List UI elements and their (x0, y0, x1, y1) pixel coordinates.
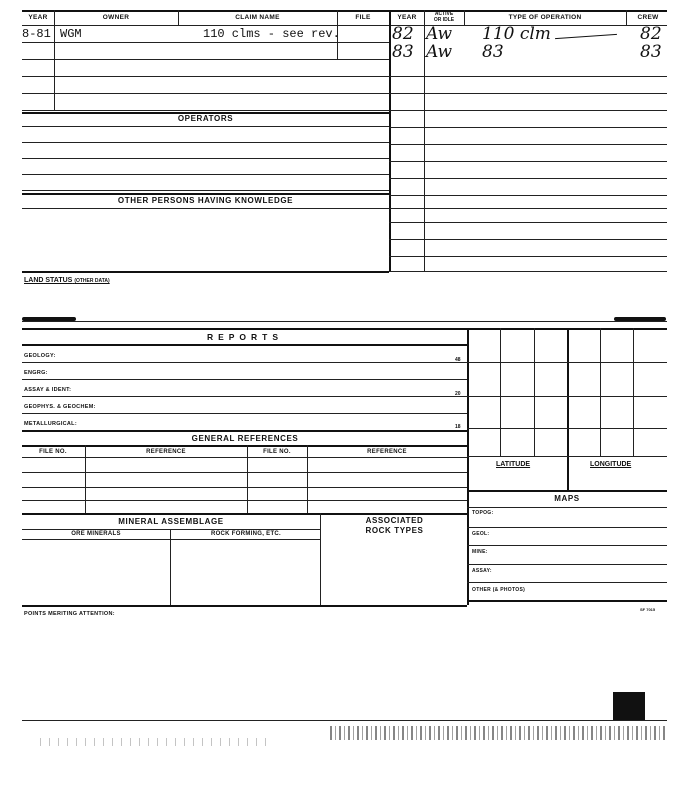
general-references-title: GENERAL REFERENCES (191, 434, 299, 443)
reports-title: REPORTS (206, 332, 284, 342)
op-row-2-year: 83 (392, 42, 414, 62)
claim-owner: WGM (60, 27, 82, 41)
associated-line2: ROCK TYPES (365, 526, 424, 535)
op-row-2-active: Aw (426, 42, 453, 62)
land-status-title: LAND STATUS (24, 277, 73, 284)
header-year-2: YEAR (397, 14, 417, 21)
maps-topog: TOPOG: (472, 510, 494, 516)
ref-header-reference-1: REFERENCE (146, 449, 186, 455)
op-row-1-crew: 82 (640, 24, 662, 44)
latitude-label: LATITUDE (496, 461, 531, 468)
reports-label-geophys: GEOPHYS. & GEOCHEM: (24, 404, 96, 410)
land-status-sub: (OTHER DATA) (74, 278, 110, 284)
operators-title: OPERATORS (177, 114, 234, 123)
header-year: YEAR (28, 14, 48, 21)
other-persons-title: OTHER PERSONS HAVING KNOWLEDGE (117, 196, 294, 205)
reports-num-assay: 20 (455, 391, 461, 397)
op-row-2-crew: 83 (640, 42, 662, 62)
mineral-header-rock-forming: ROCK FORMING, ETC. (210, 531, 282, 537)
reports-label-assay: ASSAY & IDENT: (24, 387, 72, 393)
op-row-2-type: 83 (482, 42, 504, 62)
reports-num-metallurgical: 18 (455, 424, 461, 430)
reports-label-geology: GEOLOGY: (24, 353, 56, 359)
mineral-header-ore: ORE MINERALS (71, 531, 121, 537)
op-row-1-active: Aw (426, 24, 453, 44)
header-active-or-idle (425, 11, 463, 23)
header-claim-name: CLAIM NAME (235, 14, 280, 21)
ref-header-file-no-1: FILE NO. (39, 449, 67, 455)
associated-line1: ASSOCIATED (365, 516, 424, 525)
scan-noise-band (330, 726, 666, 740)
scan-noise-left (40, 738, 270, 746)
header-file: FILE (355, 14, 371, 21)
points-meriting-label: POINTS MERITING ATTENTION: (24, 611, 115, 617)
op-row-1-type-stroke (555, 34, 617, 39)
land-status-label (24, 277, 110, 284)
associated-rock-types-title (322, 516, 467, 536)
header-active-line1: ACTIVE (434, 11, 454, 17)
claim-year: 8-81 (22, 27, 51, 41)
maps-mine: MINE: (472, 549, 488, 555)
claim-name: 110 clms - see rev. (203, 27, 340, 41)
mineral-assemblage-title: MINERAL ASSEMBLAGE (118, 517, 224, 526)
header-crew: CREW (637, 14, 659, 21)
reports-label-engrg: ENGRG: (24, 370, 48, 376)
scan-black-block (613, 692, 645, 720)
header-type-of-operation: TYPE OF OPERATION (508, 14, 582, 21)
maps-title: MAPS (554, 494, 580, 503)
form-number: SF 7015 (640, 607, 656, 612)
maps-other: OTHER (& PHOTOS) (472, 587, 526, 593)
reports-label-metallurgical: METALLURGICAL: (24, 421, 77, 427)
reports-num-geology: 48 (455, 357, 461, 363)
op-row-1-year: 82 (392, 24, 414, 44)
ref-header-reference-2: REFERENCE (367, 449, 407, 455)
ref-header-file-no-2: FILE NO. (263, 449, 291, 455)
longitude-label: LONGITUDE (590, 461, 632, 468)
header-active-line2: OR IDLE (433, 17, 455, 23)
op-row-1-type: 110 clm (482, 24, 551, 44)
maps-assay: ASSAY: (472, 568, 492, 574)
maps-geol: GEOL: (472, 531, 490, 537)
header-owner: OWNER (102, 14, 130, 21)
